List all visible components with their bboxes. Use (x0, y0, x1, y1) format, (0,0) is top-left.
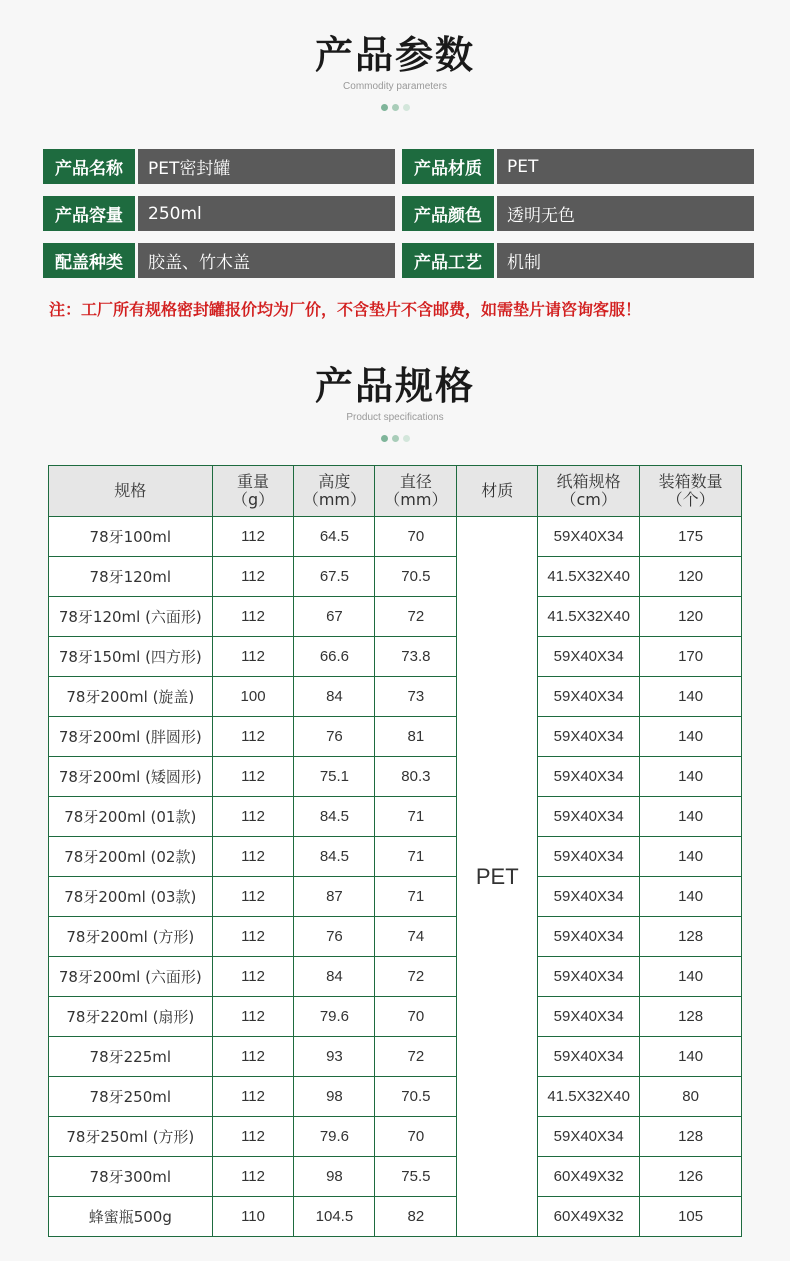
table-row (49, 837, 742, 877)
cell-name: 78牙200ml (胖圆形) (49, 717, 213, 757)
cell-weight: 110 (212, 1197, 294, 1237)
table-row (49, 597, 742, 637)
cell-height: 64.5 (294, 517, 375, 557)
table-row (49, 997, 742, 1037)
cell-height: 76 (294, 717, 375, 757)
cell-qty: 126 (640, 1157, 742, 1197)
params-dots (0, 104, 790, 111)
cell-name: 78牙200ml (旋盖) (49, 677, 213, 717)
table-row (49, 517, 742, 557)
cell-weight: 112 (212, 757, 294, 797)
cell-qty: 140 (640, 797, 742, 837)
param-cell (43, 196, 395, 231)
cell-carton: 59X40X34 (538, 957, 640, 997)
param-value: 250ml (138, 196, 395, 231)
dot-2 (392, 435, 399, 442)
cell-height: 75.1 (294, 757, 375, 797)
table-row (49, 757, 742, 797)
column-header-label: 规格 (114, 480, 147, 500)
cell-diameter: 80.3 (375, 757, 457, 797)
cell-name: 78牙300ml (49, 1157, 213, 1197)
cell-height: 98 (294, 1157, 375, 1197)
param-key: 产品颜色 (402, 196, 494, 231)
cell-name: 78牙200ml (矮圆形) (49, 757, 213, 797)
cell-height: 67 (294, 597, 375, 637)
params-title: 产品参数 (314, 33, 475, 77)
cell-carton: 59X40X34 (538, 917, 640, 957)
column-header-label: 重量 (237, 471, 270, 491)
cell-name: 78牙200ml (方形) (49, 917, 213, 957)
table-row (49, 557, 742, 597)
cell-height: 67.5 (294, 557, 375, 597)
param-key: 产品工艺 (402, 243, 494, 278)
cell-diameter: 71 (375, 797, 457, 837)
cell-carton: 59X40X34 (538, 717, 640, 757)
cell-diameter: 70 (375, 1117, 457, 1157)
param-value: 胶盖、竹木盖 (138, 243, 395, 278)
param-value: 机制 (497, 243, 754, 278)
cell-diameter: 72 (375, 957, 457, 997)
cell-qty: 128 (640, 1117, 742, 1157)
param-value: PET密封罐 (138, 149, 395, 184)
spec-subtitle: Product specifications (346, 412, 444, 423)
param-cell (402, 149, 754, 184)
cell-height: 66.6 (294, 637, 375, 677)
table-row (49, 957, 742, 997)
param-key: 产品材质 (402, 149, 494, 184)
cell-name: 78牙200ml (六面形) (49, 957, 213, 997)
cell-carton: 59X40X34 (538, 677, 640, 717)
table-row (49, 797, 742, 837)
cell-diameter: 73.8 (375, 637, 457, 677)
pricing-note: 注：工厂所有规格密封罐报价均为厂价，不含垫片不含邮费，如需垫片请咨询客服！ (49, 300, 642, 319)
cell-weight: 112 (212, 637, 294, 677)
column-header-label: 直径 (399, 471, 432, 491)
dot-1 (381, 435, 388, 442)
cell-weight: 112 (212, 877, 294, 917)
column-header-label: 高度 (318, 471, 351, 491)
cell-name: 78牙120ml (49, 557, 213, 597)
cell-name: 78牙100ml (49, 517, 213, 557)
table-row (49, 717, 742, 757)
cell-diameter: 73 (375, 677, 457, 717)
cell-height: 93 (294, 1037, 375, 1077)
param-row-1 (43, 149, 754, 184)
spec-table-body (49, 517, 742, 1237)
cell-weight: 112 (212, 1077, 294, 1117)
cell-diameter: 70.5 (375, 557, 457, 597)
param-row-2 (43, 196, 754, 231)
cell-carton: 60X49X32 (538, 1157, 640, 1197)
cell-name: 78牙200ml (01款) (49, 797, 213, 837)
column-header-unit: （mm） (302, 490, 367, 509)
cell-weight: 112 (212, 1157, 294, 1197)
cell-height: 79.6 (294, 1117, 375, 1157)
param-row-3 (43, 243, 754, 278)
table-row (49, 1037, 742, 1077)
param-cell (402, 196, 754, 231)
cell-carton: 41.5X32X40 (538, 557, 640, 597)
cell-qty: 170 (640, 637, 742, 677)
cell-diameter: 70 (375, 997, 457, 1037)
column-header (457, 466, 538, 517)
cell-name: 78牙250ml (49, 1077, 213, 1117)
cell-weight: 112 (212, 957, 294, 997)
cell-name: 78牙200ml (02款) (49, 837, 213, 877)
column-header-unit: （cm） (560, 490, 617, 509)
cell-weight: 112 (212, 837, 294, 877)
cell-qty: 128 (640, 917, 742, 957)
column-header (640, 466, 742, 517)
table-row (49, 877, 742, 917)
column-header-unit: （个） (666, 490, 715, 509)
cell-name: 78牙120ml (六面形) (49, 597, 213, 637)
cell-diameter: 72 (375, 1037, 457, 1077)
cell-weight: 112 (212, 1037, 294, 1077)
cell-weight: 112 (212, 597, 294, 637)
dot-2 (392, 104, 399, 111)
column-header (538, 466, 640, 517)
cell-weight: 112 (212, 517, 294, 557)
dot-3 (403, 104, 410, 111)
column-header-unit: （mm） (384, 490, 448, 509)
cell-carton: 41.5X32X40 (538, 1077, 640, 1117)
cell-diameter: 82 (375, 1197, 457, 1237)
cell-diameter: 74 (375, 917, 457, 957)
spec-dots (0, 435, 790, 442)
cell-qty: 128 (640, 997, 742, 1037)
cell-qty: 140 (640, 877, 742, 917)
table-row (49, 1117, 742, 1157)
cell-qty: 140 (640, 837, 742, 877)
cell-qty: 140 (640, 1037, 742, 1077)
dot-1 (381, 104, 388, 111)
cell-weight: 112 (212, 557, 294, 597)
cell-qty: 140 (640, 717, 742, 757)
spec-table-header (49, 466, 742, 517)
cell-qty: 80 (640, 1077, 742, 1117)
cell-height: 84.5 (294, 837, 375, 877)
cell-diameter: 75.5 (375, 1157, 457, 1197)
cell-carton: 59X40X34 (538, 1037, 640, 1077)
param-cell (43, 149, 395, 184)
cell-carton: 59X40X34 (538, 517, 640, 557)
spec-table (48, 465, 742, 1237)
param-cell (402, 243, 754, 278)
cell-weight: 100 (212, 677, 294, 717)
column-header-unit: （g） (231, 490, 275, 509)
cell-carton: 59X40X34 (538, 837, 640, 877)
cell-carton: 59X40X34 (538, 797, 640, 837)
cell-height: 84.5 (294, 797, 375, 837)
cell-diameter: 72 (375, 597, 457, 637)
cell-qty: 120 (640, 557, 742, 597)
param-key: 产品容量 (43, 196, 135, 231)
param-value: PET (497, 149, 754, 184)
cell-diameter: 70.5 (375, 1077, 457, 1117)
params-subtitle: Commodity parameters (343, 81, 447, 92)
spec-title: 产品规格 (314, 364, 475, 408)
cell-carton: 59X40X34 (538, 997, 640, 1037)
param-value: 透明无色 (497, 196, 754, 231)
cell-height: 98 (294, 1077, 375, 1117)
cell-qty: 105 (640, 1197, 742, 1237)
cell-carton: 59X40X34 (538, 637, 640, 677)
column-header-label: 材质 (481, 480, 514, 500)
cell-carton: 59X40X34 (538, 1117, 640, 1157)
cell-name: 78牙225ml (49, 1037, 213, 1077)
column-header-label: 纸箱规格 (556, 471, 621, 491)
param-cell (43, 243, 395, 278)
table-row (49, 637, 742, 677)
cell-weight: 112 (212, 917, 294, 957)
column-header (375, 466, 457, 517)
cell-height: 87 (294, 877, 375, 917)
table-row (49, 677, 742, 717)
table-row (49, 1197, 742, 1237)
cell-material: PET (457, 517, 538, 1237)
cell-weight: 112 (212, 997, 294, 1037)
cell-carton: 59X40X34 (538, 757, 640, 797)
cell-weight: 112 (212, 797, 294, 837)
column-header (212, 466, 294, 517)
header-row (49, 466, 742, 517)
cell-diameter: 71 (375, 837, 457, 877)
cell-name: 78牙250ml (方形) (49, 1117, 213, 1157)
table-row (49, 1157, 742, 1197)
column-header (49, 466, 213, 517)
cell-diameter: 70 (375, 517, 457, 557)
cell-carton: 41.5X32X40 (538, 597, 640, 637)
cell-diameter: 81 (375, 717, 457, 757)
dot-3 (403, 435, 410, 442)
cell-qty: 140 (640, 757, 742, 797)
cell-name: 78牙200ml (03款) (49, 877, 213, 917)
cell-name: 78牙150ml (四方形) (49, 637, 213, 677)
param-key: 配盖种类 (43, 243, 135, 278)
cell-qty: 140 (640, 677, 742, 717)
cell-weight: 112 (212, 1117, 294, 1157)
cell-diameter: 71 (375, 877, 457, 917)
table-row (49, 1077, 742, 1117)
cell-height: 104.5 (294, 1197, 375, 1237)
cell-qty: 140 (640, 957, 742, 997)
param-key: 产品名称 (43, 149, 135, 184)
cell-qty: 120 (640, 597, 742, 637)
cell-name: 蜂蜜瓶500g (49, 1197, 213, 1237)
cell-name: 78牙220ml (扇形) (49, 997, 213, 1037)
column-header-label: 装箱数量 (658, 471, 723, 491)
column-header (294, 466, 375, 517)
cell-height: 84 (294, 957, 375, 997)
cell-height: 76 (294, 917, 375, 957)
cell-weight: 112 (212, 717, 294, 757)
cell-height: 84 (294, 677, 375, 717)
cell-qty: 175 (640, 517, 742, 557)
cell-height: 79.6 (294, 997, 375, 1037)
cell-carton: 59X40X34 (538, 877, 640, 917)
cell-carton: 60X49X32 (538, 1197, 640, 1237)
table-row (49, 917, 742, 957)
